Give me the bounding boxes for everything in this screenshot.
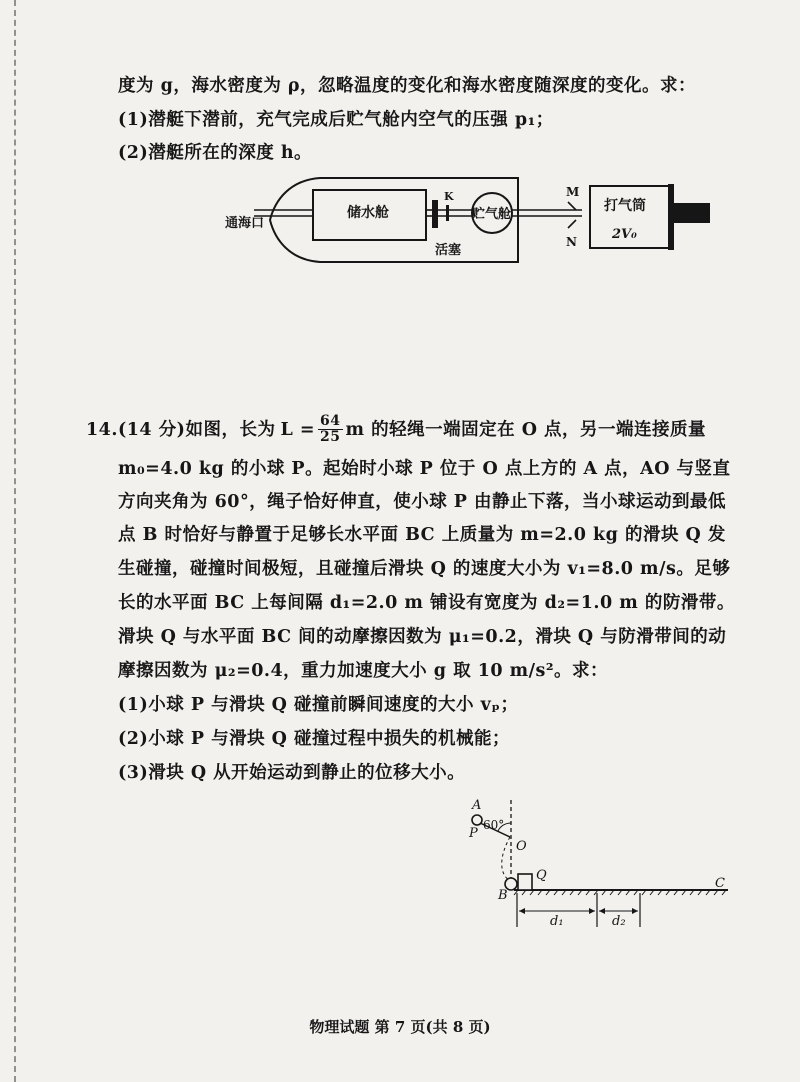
d2-label: d₂	[612, 914, 626, 929]
ball-p-at-a	[472, 815, 482, 825]
q14-text-line-6: 长的水平面 BC 上每间隔 d₁=2.0 m 铺设有宽度为 d₂=1.0 m 的防滑带。	[118, 593, 735, 613]
swing-path	[502, 837, 510, 881]
pump-label: 打气筒	[604, 198, 646, 214]
q14-sub-question-2: (2)小球 P 与滑块 Q 碰撞过程中损失的机械能；	[118, 729, 511, 749]
q14-length-var: L =	[280, 419, 316, 440]
point-o-label: O	[516, 839, 527, 854]
pendulum-block-diagram	[470, 795, 740, 945]
block-q-label: Q	[536, 868, 547, 883]
point-c-label: C	[715, 876, 725, 891]
valve-k	[446, 205, 449, 221]
d1-label: d₁	[550, 914, 564, 929]
q14-sub-question-3: (3)滑块 Q 从开始运动到静止的位移大小。	[118, 763, 466, 783]
ball-p-label: P	[469, 826, 478, 841]
block-q	[518, 874, 532, 890]
submarine-diagram	[220, 170, 720, 270]
q14-sub-question-1: (1)小球 P 与滑块 Q 碰撞前瞬间速度的大小 vₚ；	[118, 695, 519, 715]
pump-handle	[674, 203, 710, 223]
q14-text-line-5: 生碰撞，碰撞时间极短，且碰撞后滑块 Q 的速度大小为 v₁=8.0 m/s。足够	[118, 559, 731, 579]
valve-n	[568, 220, 576, 228]
q13-sub-question-2: (2)潜艇所在的深度 h。	[118, 143, 313, 163]
fraction-numerator: 64	[320, 413, 341, 429]
q14-text-line-7: 滑块 Q 与水平面 BC 间的动摩擦因数为 μ₁=0.2，滑块 Q 与防滑带间的动	[118, 627, 727, 647]
valve-k-label: K	[444, 190, 454, 203]
q14-text-line-3: 方向夹角为 60°，绳子恰好伸直，使小球 P 由静止下落，当小球运动到最低	[118, 492, 727, 512]
piston-label: 活塞	[435, 243, 462, 258]
page-footer: 物理试题 第 7 页(共 8 页)	[309, 1018, 491, 1036]
q13-text-line: 度为 g，海水密度为 ρ，忽略温度的变化和海水密度随深度的变化。求：	[118, 76, 697, 96]
port-label: 通海口	[225, 216, 265, 231]
fraction-denominator: 25	[320, 429, 341, 445]
point-b-label: B	[498, 888, 508, 903]
q14-text-line-8: 摩擦因数为 μ₂=0.4，重力加速度大小 g 取 10 m/s²。求：	[118, 661, 609, 681]
pump-volume-label: 2V₀	[612, 227, 637, 242]
q14-header-line	[86, 414, 706, 445]
q14-text-line-4: 点 B 时恰好与静置于足够长水平面 BC 上质量为 m=2.0 kg 的滑块 Q 发	[118, 525, 726, 545]
point-a-label: A	[472, 798, 482, 813]
pump-piston	[668, 184, 674, 250]
q14-number: 14.	[86, 419, 118, 440]
valve-m	[568, 202, 576, 210]
q14-intro-post: m 的轻绳一端固定在 O 点，另一端连接质量	[345, 419, 707, 440]
q14-text-line-2: m₀=4.0 kg 的小球 P。起始时小球 P 位于 O 点上方的 A 点，AO 与竖直	[118, 459, 731, 479]
tank-label: 储水舱	[347, 205, 389, 221]
valve-m-label: M	[566, 185, 580, 199]
length-fraction	[318, 414, 342, 445]
valve-n-label: N	[566, 235, 577, 249]
page-binding-edge	[14, 0, 18, 1082]
q14-intro-pre: 如图，长为	[185, 419, 276, 440]
piston	[432, 200, 438, 228]
angle-label: 60°	[483, 818, 505, 832]
air-tank-label: 贮气舱	[472, 207, 512, 222]
q14-points: (14 分)	[117, 419, 186, 440]
q13-sub-question-1: (1)潜艇下潜前，充气完成后贮气舱内空气的压强 p₁；	[118, 110, 554, 130]
